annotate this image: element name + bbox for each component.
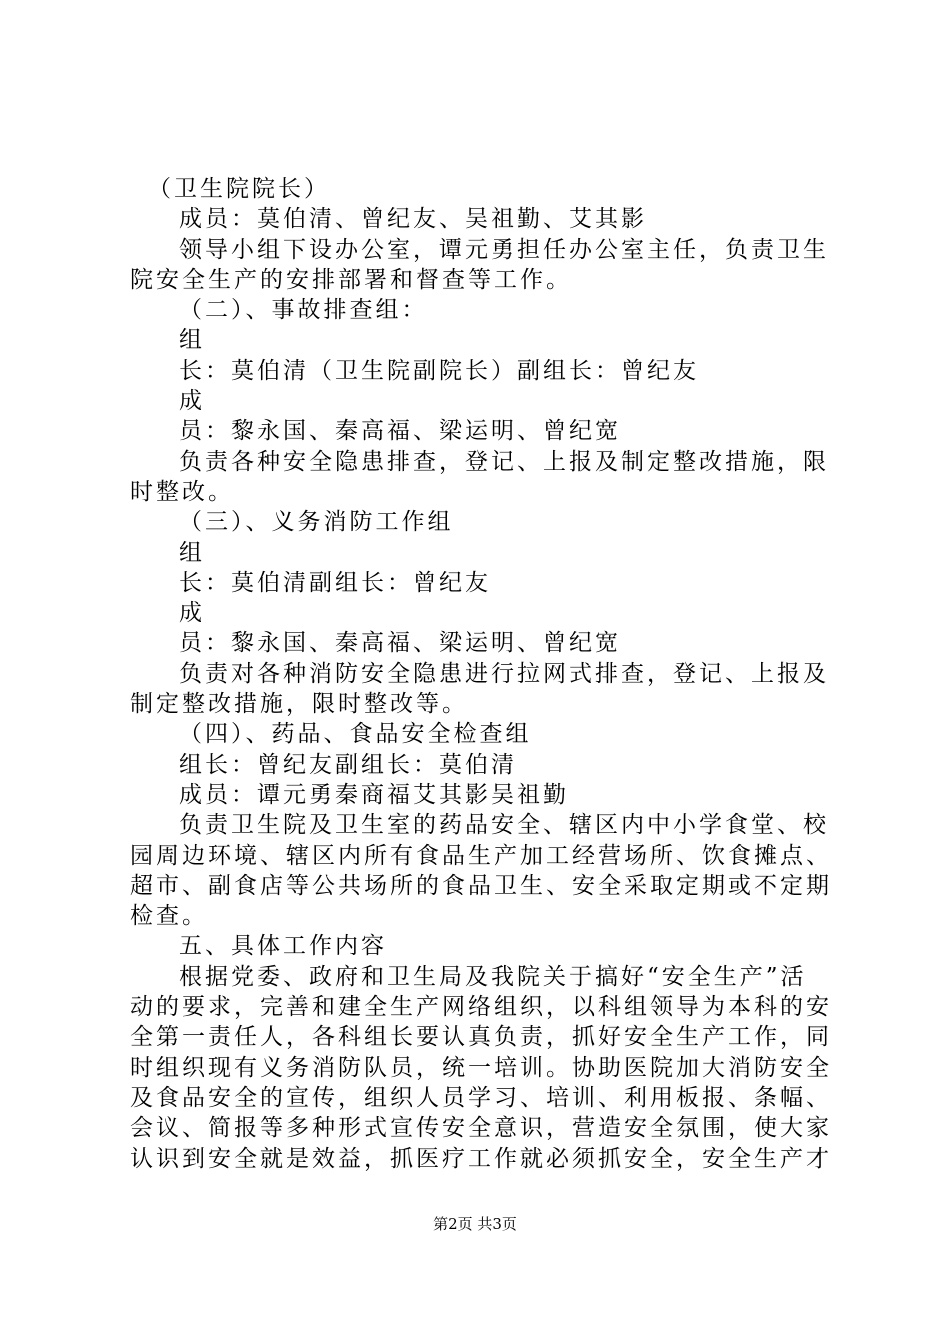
text-line: 组长：曾纪友副组长：莫伯清 <box>179 751 517 778</box>
text-line: 根据党委、政府和卫生局及我院关于搞好“安全生产”活 <box>179 963 807 990</box>
text-line: 动的要求，完善和建全生产网络组织，以科组领导为本科的安 <box>130 994 832 1021</box>
text-line: 领导小组下设办公室，谭元勇担任办公室主任，负责卫生 <box>179 236 829 263</box>
text-line: （卫生院院长） <box>148 176 330 202</box>
text-line: 成员：谭元勇秦商福艾其影吴祖勤 <box>179 781 569 808</box>
text-line: 成 <box>179 388 205 415</box>
text-line: 成 <box>179 600 205 627</box>
text-line: 组 <box>179 539 205 566</box>
document-body <box>130 174 830 1174</box>
text-line: 组 <box>179 327 205 354</box>
text-line: 五、具体工作内容 <box>179 933 387 960</box>
text-line: 及食品安全的宣传，组织人员学习、培训、利用板报、条幅、 <box>130 1084 832 1111</box>
text-line: 员：黎永国、秦高福、梁运明、曾纪宽 <box>179 418 621 445</box>
text-line: （三）、义务消防工作组 <box>179 509 454 536</box>
text-line: 长：莫伯清（卫生院副院长）副组长：曾纪友 <box>179 357 699 384</box>
text-line: 超市、副食店等公共场所的食品卫生、安全采取定期或不定期 <box>130 872 832 899</box>
text-line: 认识到安全就是效益，抓医疗工作就必须抓安全，安全生产才 <box>130 1145 832 1172</box>
text-line: 长：莫伯清副组长：曾纪友 <box>179 569 491 596</box>
text-line: （四）、药品、食品安全检查组 <box>179 721 532 748</box>
text-line: （二）、事故排查组： <box>179 297 428 324</box>
text-line: 制定整改措施，限时整改等。 <box>130 691 468 718</box>
text-line: 负责对各种消防安全隐患进行拉网式排查，登记、上报及 <box>179 660 829 687</box>
text-line: 负责各种安全隐患排查，登记、上报及制定整改措施，限 <box>179 448 829 475</box>
text-line: 员：黎永国、秦高福、梁运明、曾纪宽 <box>179 630 621 657</box>
text-line: 会议、简报等多种形式宣传安全意识，营造安全氛围，使大家 <box>130 1115 832 1142</box>
text-line: 成员：莫伯清、曾纪友、吴祖勤、艾其影 <box>179 206 647 233</box>
text-line: 检查。 <box>130 903 208 930</box>
page-number-footer: 第2页 共3页 <box>433 1215 517 1233</box>
text-line: 负责卫生院及卫生室的药品安全、辖区内中小学食堂、校 <box>179 812 829 839</box>
text-line: 院安全生产的安排部署和督查等工作。 <box>130 266 572 293</box>
text-line: 时整改。 <box>130 478 234 505</box>
text-line: 园周边环境、辖区内所有食品生产加工经营场所、饮食摊点、 <box>130 842 832 869</box>
text-line: 全第一责任人，各科组长要认真负责，抓好安全生产工作，同 <box>130 1024 832 1051</box>
text-line: 时组织现有义务消防队员，统一培训。协助医院加大消防安全 <box>130 1054 832 1081</box>
